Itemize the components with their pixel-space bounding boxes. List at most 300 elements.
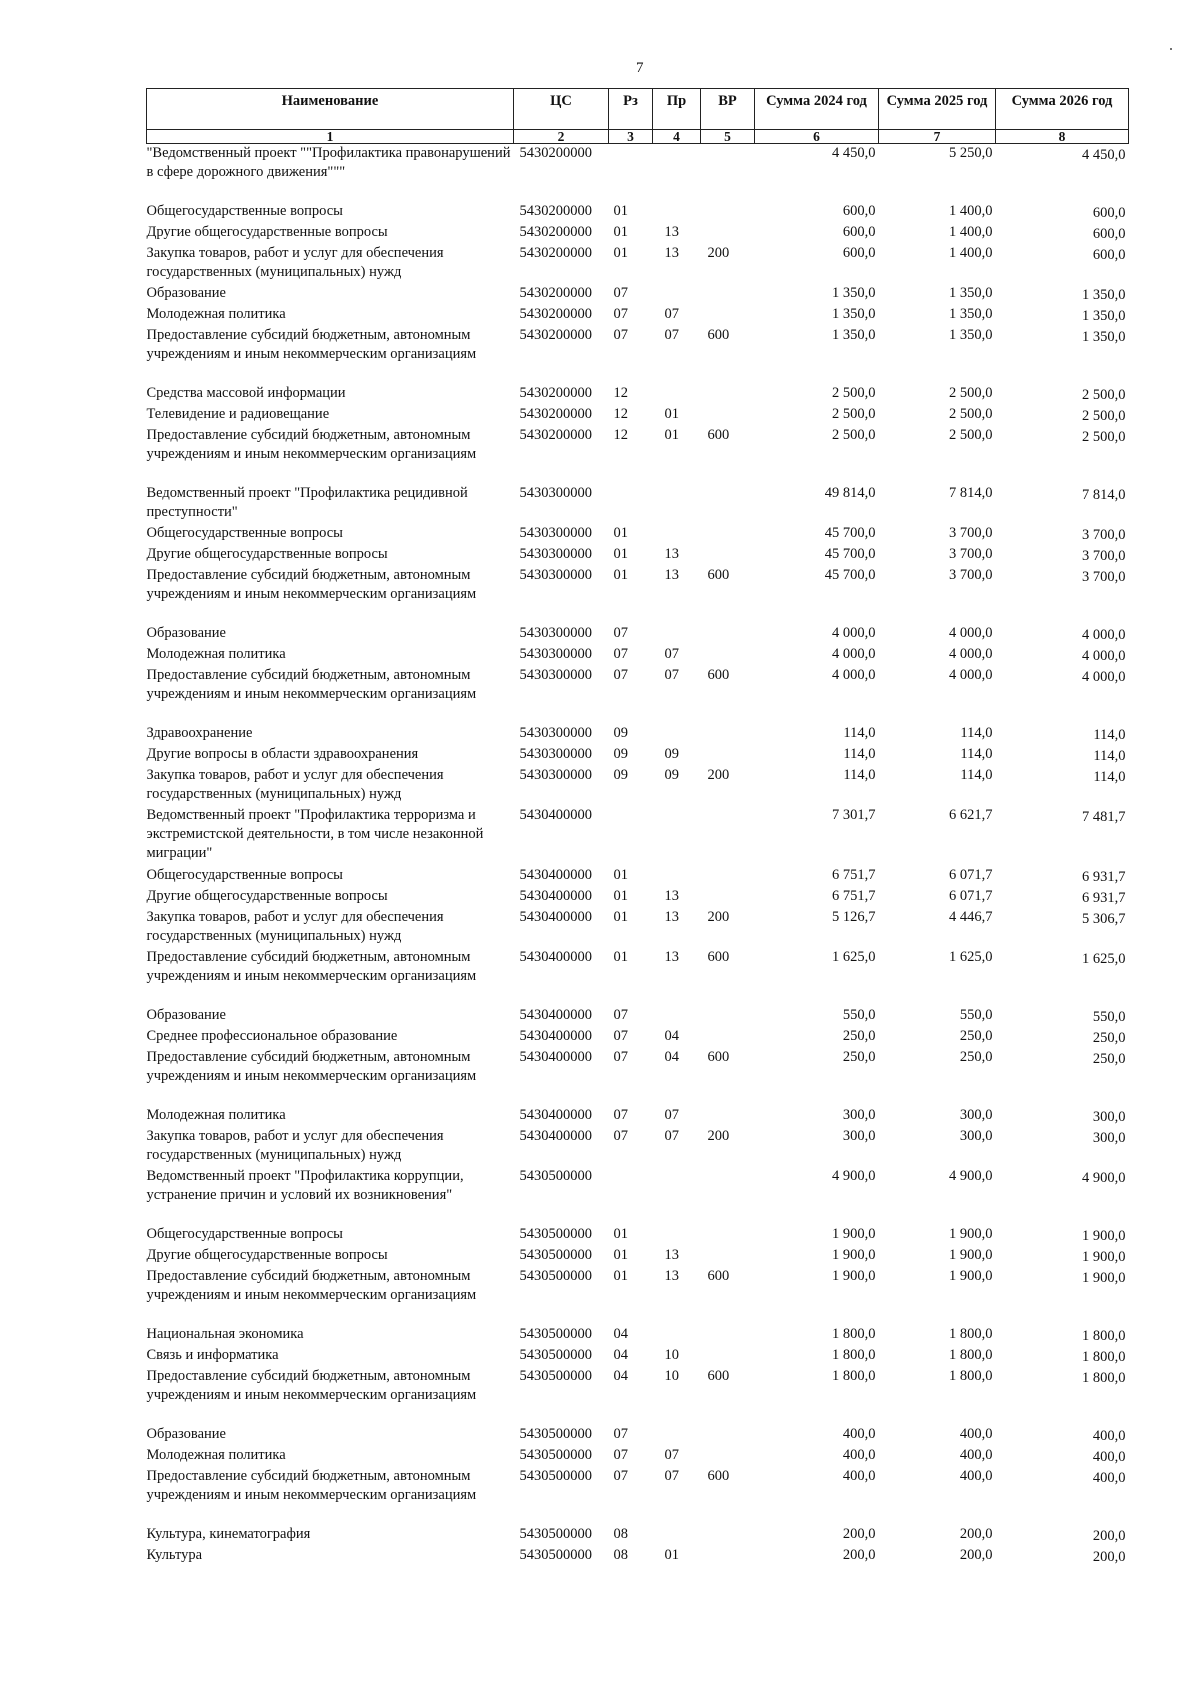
row-rz: 01 bbox=[613, 223, 628, 240]
row-rz: 07 bbox=[613, 1006, 628, 1023]
row-sum-2025: 1 800,0 bbox=[949, 1346, 993, 1363]
row-sum-2026: 1 350,0 bbox=[1082, 286, 1126, 303]
row-sum-2026: 3 700,0 bbox=[1082, 547, 1126, 564]
row-sum-2026: 4 450,0 bbox=[1082, 147, 1126, 163]
row-name: Средства массовой информации bbox=[146, 384, 346, 401]
table-row bbox=[147, 1127, 1129, 1167]
table-row bbox=[147, 384, 1129, 405]
row-sum-2025: 4 000,0 bbox=[949, 645, 993, 662]
row-cs-code: 5430200000 bbox=[519, 426, 592, 443]
row-pr: 13 bbox=[664, 1267, 679, 1284]
table-row bbox=[147, 426, 1129, 484]
row-sum-2025: 1 625,0 bbox=[949, 948, 993, 965]
row-vr bbox=[701, 1546, 755, 1567]
row-name: Предоставление субсидий бюджетным, автономным учреждениям и иным некоммерческим организациям bbox=[146, 326, 477, 362]
row-cs-code: 5430200000 bbox=[519, 405, 592, 422]
row-sum-2024: 1 350,0 bbox=[832, 305, 876, 322]
row-vr bbox=[701, 1325, 755, 1346]
row-name: Образование bbox=[146, 624, 226, 641]
row-name: Предоставление субсидий бюджетным, автономным учреждениям и иным некоммерческим организациям bbox=[146, 948, 477, 984]
table-row bbox=[147, 866, 1129, 887]
row-sum-2025: 3 700,0 bbox=[949, 566, 993, 583]
row-rz: 01 bbox=[613, 866, 628, 883]
row-sum-2026: 6 931,7 bbox=[1082, 889, 1126, 906]
row-rz: 07 bbox=[613, 645, 628, 662]
row-sum-2026: 400,0 bbox=[1092, 1469, 1126, 1486]
table-row bbox=[147, 1546, 1129, 1567]
row-vr: 600 bbox=[707, 1267, 730, 1284]
row-sum-2026: 600,0 bbox=[1092, 246, 1126, 263]
row-sum-2025: 3 700,0 bbox=[949, 524, 993, 541]
row-sum-2024: 1 350,0 bbox=[832, 284, 876, 301]
row-cs-code: 5430500000 bbox=[519, 1546, 592, 1563]
row-name: Другие вопросы в области здравоохранения bbox=[146, 745, 419, 762]
row-sum-2024: 600,0 bbox=[842, 223, 876, 240]
header-sum-2025: Сумма 2025 год bbox=[879, 89, 996, 130]
row-pr bbox=[653, 1006, 701, 1027]
row-rz: 07 bbox=[613, 1425, 628, 1442]
row-vr bbox=[701, 384, 755, 405]
row-name: Предоставление субсидий бюджетным, автономным учреждениям и иным некоммерческим организациям bbox=[146, 426, 477, 462]
row-rz: 07 bbox=[613, 1127, 628, 1144]
table-row bbox=[147, 624, 1129, 645]
row-pr: 13 bbox=[664, 223, 679, 240]
row-sum-2026: 114,0 bbox=[1093, 726, 1126, 743]
row-pr: 13 bbox=[664, 1246, 679, 1263]
row-cs-code: 5430200000 bbox=[519, 326, 592, 343]
column-number-row bbox=[147, 130, 1129, 144]
row-rz: 09 bbox=[613, 766, 628, 783]
row-name: Культура bbox=[146, 1546, 203, 1563]
row-name: Среднее профессиональное образование bbox=[146, 1027, 398, 1044]
row-name: Ведомственный проект "Профилактика коррупции, устранение причин и условий их возникновения" bbox=[146, 1167, 464, 1203]
row-vr: 200 bbox=[707, 908, 730, 925]
row-sum-2025: 6 621,7 bbox=[949, 806, 993, 823]
row-sum-2025: 200,0 bbox=[959, 1525, 993, 1542]
row-name: Культура, кинематография bbox=[146, 1525, 311, 1542]
row-sum-2024: 45 700,0 bbox=[824, 545, 876, 562]
row-rz: 09 bbox=[613, 724, 628, 741]
row-pr: 07 bbox=[664, 305, 679, 322]
table-row bbox=[147, 1425, 1129, 1446]
row-rz: 12 bbox=[613, 426, 628, 443]
row-sum-2025: 1 800,0 bbox=[949, 1325, 993, 1342]
row-name: Молодежная политика bbox=[146, 1106, 286, 1123]
row-name: Предоставление субсидий бюджетным, автономным учреждениям и иным некоммерческим организациям bbox=[146, 566, 477, 602]
row-rz: 01 bbox=[613, 202, 628, 219]
scan-speck bbox=[1170, 48, 1172, 50]
row-pr: 13 bbox=[664, 948, 679, 965]
row-sum-2024: 200,0 bbox=[842, 1546, 876, 1563]
row-cs-code: 5430200000 bbox=[519, 284, 592, 301]
row-name: Молодежная политика bbox=[146, 645, 286, 662]
row-cs-code: 5430500000 bbox=[519, 1346, 592, 1363]
table-row bbox=[147, 1267, 1129, 1325]
row-sum-2025: 1 900,0 bbox=[949, 1267, 993, 1284]
row-sum-2026: 1 350,0 bbox=[1082, 307, 1126, 324]
row-vr: 200 bbox=[707, 1127, 730, 1144]
row-sum-2024: 600,0 bbox=[842, 244, 876, 261]
row-rz: 07 bbox=[613, 1027, 628, 1044]
row-sum-2026: 1 900,0 bbox=[1082, 1248, 1126, 1265]
table-row bbox=[147, 1167, 1129, 1225]
row-vr bbox=[701, 1225, 755, 1246]
table-row bbox=[147, 908, 1129, 948]
row-cs-code: 5430400000 bbox=[519, 1006, 592, 1023]
table-header bbox=[147, 89, 1129, 144]
row-sum-2026: 250,0 bbox=[1092, 1050, 1126, 1067]
row-sum-2024: 1 900,0 bbox=[832, 1246, 876, 1263]
header-rz: Рз bbox=[609, 89, 653, 130]
row-pr bbox=[653, 202, 701, 223]
row-rz: 01 bbox=[613, 545, 628, 562]
row-sum-2026: 250,0 bbox=[1092, 1029, 1126, 1046]
budget-table bbox=[146, 88, 1129, 1567]
row-rz: 07 bbox=[613, 624, 628, 641]
row-sum-2026: 400,0 bbox=[1092, 1427, 1126, 1444]
row-name: "Ведомственный проект ""Профилактика правонарушений в сфере дорожного движения""" bbox=[146, 145, 511, 180]
row-sum-2026: 1 800,0 bbox=[1082, 1348, 1126, 1365]
row-pr bbox=[653, 1325, 701, 1346]
row-sum-2025: 1 400,0 bbox=[949, 202, 993, 219]
row-sum-2026: 114,0 bbox=[1093, 768, 1126, 785]
table-row bbox=[147, 405, 1129, 426]
table-row bbox=[147, 144, 1129, 202]
row-cs-code: 5430500000 bbox=[519, 1446, 592, 1463]
row-sum-2024: 600,0 bbox=[842, 202, 876, 219]
row-vr bbox=[701, 284, 755, 305]
row-sum-2026: 200,0 bbox=[1092, 1527, 1126, 1544]
row-sum-2026: 2 500,0 bbox=[1082, 386, 1126, 403]
row-rz: 01 bbox=[613, 1225, 628, 1242]
row-sum-2026: 1 800,0 bbox=[1082, 1369, 1126, 1386]
row-cs-code: 5430400000 bbox=[519, 866, 592, 883]
row-pr: 07 bbox=[664, 1127, 679, 1144]
row-cs-code: 5430500000 bbox=[519, 1267, 592, 1284]
row-sum-2026: 600,0 bbox=[1092, 225, 1126, 242]
row-pr: 09 bbox=[664, 766, 679, 783]
row-rz bbox=[609, 484, 653, 524]
row-sum-2025: 400,0 bbox=[959, 1425, 993, 1442]
row-vr bbox=[701, 1167, 755, 1225]
row-sum-2026: 7 481,7 bbox=[1082, 808, 1126, 825]
table-body bbox=[147, 144, 1129, 1567]
row-sum-2025: 2 500,0 bbox=[949, 384, 993, 401]
row-name: Образование bbox=[146, 1425, 226, 1442]
row-sum-2024: 300,0 bbox=[842, 1106, 876, 1123]
row-sum-2024: 114,0 bbox=[843, 766, 876, 783]
row-vr: 600 bbox=[707, 666, 730, 683]
row-name: Другие общегосударственные вопросы bbox=[146, 223, 388, 240]
column-number: 4 bbox=[653, 130, 701, 144]
row-vr bbox=[701, 524, 755, 545]
row-vr: 600 bbox=[707, 1467, 730, 1484]
row-sum-2025: 114,0 bbox=[960, 745, 993, 762]
row-name: Общегосударственные вопросы bbox=[146, 202, 343, 219]
row-sum-2025: 2 500,0 bbox=[949, 405, 993, 422]
row-sum-2026: 5 306,7 bbox=[1082, 910, 1126, 927]
row-cs-code: 5430200000 bbox=[519, 384, 592, 401]
row-rz: 07 bbox=[613, 666, 628, 683]
row-name: Здравоохранение bbox=[146, 724, 253, 741]
row-rz bbox=[609, 144, 653, 202]
row-pr: 13 bbox=[664, 244, 679, 261]
row-rz: 01 bbox=[613, 524, 628, 541]
row-pr: 07 bbox=[664, 326, 679, 343]
table-row bbox=[147, 1027, 1129, 1048]
row-sum-2026: 200,0 bbox=[1092, 1548, 1126, 1565]
table-row bbox=[147, 1106, 1129, 1127]
column-number: 5 bbox=[701, 130, 755, 144]
row-sum-2025: 1 400,0 bbox=[949, 244, 993, 261]
row-vr: 600 bbox=[707, 1048, 730, 1065]
row-vr bbox=[701, 1006, 755, 1027]
header-row bbox=[147, 89, 1129, 130]
row-vr bbox=[701, 484, 755, 524]
table-row bbox=[147, 326, 1129, 384]
row-name: Другие общегосударственные вопросы bbox=[146, 545, 388, 562]
row-cs-code: 5430300000 bbox=[519, 666, 592, 683]
row-name: Предоставление субсидий бюджетным, автономным учреждениям и иным некоммерческим организациям bbox=[146, 1367, 477, 1403]
table-row bbox=[147, 566, 1129, 624]
row-vr bbox=[701, 624, 755, 645]
row-cs-code: 5430500000 bbox=[519, 1367, 592, 1384]
table-row bbox=[147, 745, 1129, 766]
row-pr bbox=[653, 1525, 701, 1546]
row-rz: 08 bbox=[613, 1546, 628, 1563]
row-sum-2024: 114,0 bbox=[843, 745, 876, 762]
row-cs-code: 5430400000 bbox=[519, 887, 592, 904]
column-number: 2 bbox=[514, 130, 609, 144]
table-row bbox=[147, 887, 1129, 908]
row-sum-2024: 45 700,0 bbox=[824, 566, 876, 583]
row-sum-2024: 400,0 bbox=[842, 1425, 876, 1442]
row-vr: 200 bbox=[707, 244, 730, 261]
row-sum-2024: 4 000,0 bbox=[832, 666, 876, 683]
row-cs-code: 5430400000 bbox=[519, 1106, 592, 1123]
column-number: 8 bbox=[996, 130, 1129, 144]
row-pr bbox=[653, 1225, 701, 1246]
row-vr: 600 bbox=[707, 566, 730, 583]
row-pr: 07 bbox=[664, 1106, 679, 1123]
row-sum-2025: 114,0 bbox=[960, 766, 993, 783]
row-vr bbox=[701, 1446, 755, 1467]
table-row bbox=[147, 1225, 1129, 1246]
row-name: Закупка товаров, работ и услуг для обеспечения государственных (муниципальных) нужд bbox=[146, 244, 444, 280]
row-vr bbox=[701, 405, 755, 426]
row-vr bbox=[701, 202, 755, 223]
row-pr: 04 bbox=[664, 1048, 679, 1065]
row-cs-code: 5430400000 bbox=[519, 806, 592, 823]
budget-table-container bbox=[146, 88, 1128, 1567]
row-sum-2024: 4 900,0 bbox=[832, 1167, 876, 1184]
row-name: Молодежная политика bbox=[146, 1446, 286, 1463]
header-name: Наименование bbox=[147, 89, 514, 130]
row-sum-2026: 1 800,0 bbox=[1082, 1327, 1126, 1344]
row-vr bbox=[701, 1346, 755, 1367]
row-rz: 01 bbox=[613, 1246, 628, 1263]
row-rz: 12 bbox=[613, 405, 628, 422]
row-cs-code: 5430400000 bbox=[519, 948, 592, 965]
column-number: 3 bbox=[609, 130, 653, 144]
row-sum-2025: 1 350,0 bbox=[949, 284, 993, 301]
table-row bbox=[147, 284, 1129, 305]
header-vr: ВР bbox=[701, 89, 755, 130]
row-pr: 13 bbox=[664, 887, 679, 904]
table-row bbox=[147, 524, 1129, 545]
row-pr: 01 bbox=[664, 426, 679, 443]
row-sum-2025: 7 814,0 bbox=[949, 484, 993, 501]
table-row bbox=[147, 1246, 1129, 1267]
row-pr: 09 bbox=[664, 745, 679, 762]
row-vr bbox=[701, 545, 755, 566]
row-vr bbox=[701, 1525, 755, 1546]
row-name: Закупка товаров, работ и услуг для обеспечения государственных (муниципальных) нужд bbox=[146, 766, 444, 802]
header-sum-2026: Сумма 2026 год bbox=[996, 89, 1129, 130]
row-rz: 04 bbox=[613, 1346, 628, 1363]
row-sum-2025: 250,0 bbox=[959, 1048, 993, 1065]
row-name: Общегосударственные вопросы bbox=[146, 866, 343, 883]
row-sum-2024: 7 301,7 bbox=[832, 806, 876, 823]
row-sum-2024: 1 800,0 bbox=[832, 1367, 876, 1384]
row-pr bbox=[653, 1425, 701, 1446]
column-number: 1 bbox=[147, 130, 514, 144]
row-sum-2025: 4 446,7 bbox=[949, 908, 993, 925]
row-sum-2025: 550,0 bbox=[959, 1006, 993, 1023]
row-cs-code: 5430500000 bbox=[519, 1246, 592, 1263]
row-vr bbox=[701, 1425, 755, 1446]
row-pr bbox=[653, 384, 701, 405]
row-pr bbox=[653, 284, 701, 305]
table-row bbox=[147, 1006, 1129, 1027]
row-sum-2025: 114,0 bbox=[960, 724, 993, 741]
row-pr bbox=[653, 484, 701, 524]
row-sum-2024: 1 350,0 bbox=[832, 326, 876, 343]
row-vr: 600 bbox=[707, 426, 730, 443]
row-pr bbox=[653, 1167, 701, 1225]
row-vr: 600 bbox=[707, 1367, 730, 1384]
table-row bbox=[147, 766, 1129, 806]
row-name: Образование bbox=[146, 1006, 226, 1023]
row-vr bbox=[701, 1106, 755, 1127]
row-cs-code: 5430200000 bbox=[519, 202, 592, 219]
row-pr bbox=[653, 724, 701, 745]
row-name: Молодежная политика bbox=[146, 305, 286, 322]
row-sum-2025: 300,0 bbox=[959, 1127, 993, 1144]
table-row bbox=[147, 244, 1129, 284]
row-sum-2024: 400,0 bbox=[842, 1446, 876, 1463]
row-rz: 09 bbox=[613, 745, 628, 762]
row-pr bbox=[653, 624, 701, 645]
row-cs-code: 5430300000 bbox=[519, 484, 592, 501]
row-name: Общегосударственные вопросы bbox=[146, 1225, 343, 1242]
row-cs-code: 5430400000 bbox=[519, 1027, 592, 1044]
table-row bbox=[147, 1467, 1129, 1525]
row-sum-2025: 3 700,0 bbox=[949, 545, 993, 562]
row-sum-2024: 6 751,7 bbox=[832, 887, 876, 904]
row-sum-2026: 1 350,0 bbox=[1082, 328, 1126, 345]
row-pr: 13 bbox=[664, 566, 679, 583]
row-name: Другие общегосударственные вопросы bbox=[146, 1246, 388, 1263]
row-sum-2025: 4 900,0 bbox=[949, 1167, 993, 1184]
row-cs-code: 5430300000 bbox=[519, 566, 592, 583]
row-pr: 07 bbox=[664, 1446, 679, 1463]
row-rz: 01 bbox=[613, 908, 628, 925]
row-sum-2025: 1 900,0 bbox=[949, 1246, 993, 1263]
row-sum-2025: 4 000,0 bbox=[949, 624, 993, 641]
row-sum-2025: 1 400,0 bbox=[949, 223, 993, 240]
row-sum-2024: 1 900,0 bbox=[832, 1267, 876, 1284]
table-row bbox=[147, 305, 1129, 326]
row-sum-2025: 400,0 bbox=[959, 1446, 993, 1463]
table-row bbox=[147, 545, 1129, 566]
row-sum-2026: 1 900,0 bbox=[1082, 1269, 1126, 1286]
row-cs-code: 5430500000 bbox=[519, 1325, 592, 1342]
row-sum-2024: 300,0 bbox=[842, 1127, 876, 1144]
column-number: 7 bbox=[879, 130, 996, 144]
row-name: Предоставление субсидий бюджетным, автономным учреждениям и иным некоммерческим организациям bbox=[146, 1267, 477, 1303]
table-row bbox=[147, 1446, 1129, 1467]
row-rz: 01 bbox=[613, 948, 628, 965]
row-vr bbox=[701, 645, 755, 666]
row-sum-2024: 2 500,0 bbox=[832, 405, 876, 422]
row-sum-2024: 200,0 bbox=[842, 1525, 876, 1542]
row-vr bbox=[701, 806, 755, 866]
row-pr: 10 bbox=[664, 1367, 679, 1384]
row-cs-code: 5430300000 bbox=[519, 724, 592, 741]
row-sum-2026: 3 700,0 bbox=[1082, 568, 1126, 585]
table-row bbox=[147, 1048, 1129, 1106]
header-pr: Пр bbox=[653, 89, 701, 130]
row-cs-code: 5430500000 bbox=[519, 1167, 592, 1184]
row-sum-2025: 6 071,7 bbox=[949, 866, 993, 883]
row-rz: 07 bbox=[613, 305, 628, 322]
row-sum-2024: 550,0 bbox=[842, 1006, 876, 1023]
table-row bbox=[147, 948, 1129, 1006]
table-row bbox=[147, 1525, 1129, 1546]
row-vr: 600 bbox=[707, 948, 730, 965]
row-vr bbox=[701, 1027, 755, 1048]
row-pr bbox=[653, 806, 701, 866]
row-cs-code: 5430200000 bbox=[519, 223, 592, 240]
row-vr bbox=[701, 1246, 755, 1267]
row-name: Общегосударственные вопросы bbox=[146, 524, 343, 541]
row-name: Закупка товаров, работ и услуг для обеспечения государственных (муниципальных) нужд bbox=[146, 1127, 444, 1163]
row-sum-2024: 45 700,0 bbox=[824, 524, 876, 541]
row-sum-2025: 1 800,0 bbox=[949, 1367, 993, 1384]
row-sum-2024: 6 751,7 bbox=[832, 866, 876, 883]
row-sum-2024: 1 800,0 bbox=[832, 1346, 876, 1363]
row-vr bbox=[701, 305, 755, 326]
row-sum-2026: 3 700,0 bbox=[1082, 526, 1126, 543]
row-sum-2026: 7 814,0 bbox=[1082, 486, 1126, 503]
row-sum-2025: 2 500,0 bbox=[949, 426, 993, 443]
row-sum-2025: 5 250,0 bbox=[949, 145, 993, 161]
row-sum-2025: 400,0 bbox=[959, 1467, 993, 1484]
page-number: 7 bbox=[636, 60, 644, 76]
row-rz: 04 bbox=[613, 1325, 628, 1342]
row-pr: 01 bbox=[664, 405, 679, 422]
table-row bbox=[147, 202, 1129, 223]
row-vr bbox=[701, 866, 755, 887]
row-sum-2024: 5 126,7 bbox=[832, 908, 876, 925]
row-vr bbox=[701, 887, 755, 908]
row-sum-2024: 1 800,0 bbox=[832, 1325, 876, 1342]
row-cs-code: 5430300000 bbox=[519, 766, 592, 783]
row-name: Другие общегосударственные вопросы bbox=[146, 887, 388, 904]
row-sum-2024: 2 500,0 bbox=[832, 426, 876, 443]
row-pr: 10 bbox=[664, 1346, 679, 1363]
